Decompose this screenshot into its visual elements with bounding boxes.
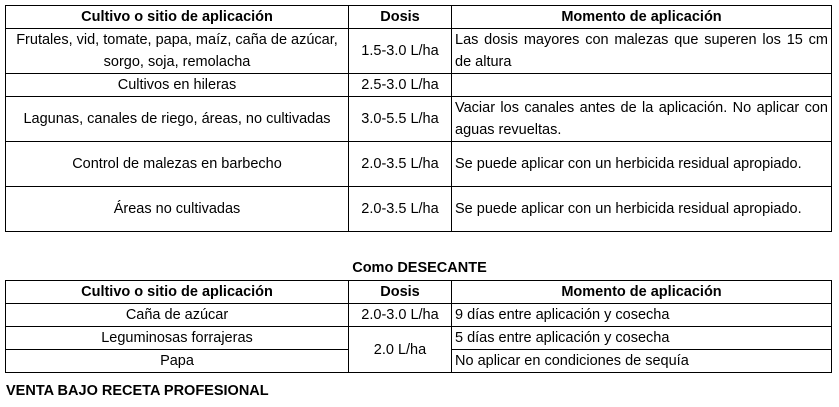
cell-crop: Cultivos en hileras bbox=[6, 74, 349, 97]
cell-timing: Se puede aplicar con un herbicida residual apropiado. bbox=[452, 142, 832, 187]
cell-dose: 2.0-3.5 L/ha bbox=[349, 142, 452, 187]
table-row bbox=[6, 187, 832, 232]
header-dose: Dosis bbox=[349, 6, 452, 29]
cell-timing: Se puede aplicar con un herbicida residual apropiado. bbox=[452, 187, 832, 232]
section-title-desiccant: Como DESECANTE bbox=[352, 260, 487, 276]
cell-timing: Las dosis mayores con malezas que superen los 15 cm de altura bbox=[452, 29, 832, 74]
herbicide-dosage-table bbox=[5, 5, 832, 232]
cell-crop: Frutales, vid, tomate, papa, maíz, caña de azúcar, sorgo, soja, remolacha bbox=[6, 29, 349, 74]
cell-dose: 2.0-3.5 L/ha bbox=[349, 187, 452, 232]
desiccant-dosage-table bbox=[5, 280, 832, 373]
table-header-row bbox=[6, 6, 832, 29]
cell-timing: No aplicar en condiciones de sequía bbox=[452, 350, 832, 373]
cell-timing: 9 días entre aplicación y cosecha bbox=[452, 304, 832, 327]
cell-crop: Lagunas, canales de riego, áreas, no cultivadas bbox=[6, 97, 349, 142]
cell-dose: 1.5-3.0 L/ha bbox=[349, 29, 452, 74]
header-crop: Cultivo o sitio de aplicación bbox=[6, 281, 349, 304]
table-row bbox=[6, 97, 832, 142]
table-row bbox=[6, 304, 832, 327]
table-row bbox=[6, 29, 832, 74]
cell-timing: Vaciar los canales antes de la aplicación. No aplicar con aguas revueltas. bbox=[452, 97, 832, 142]
table-header-row bbox=[6, 281, 832, 304]
cell-dose: 2.0 L/ha bbox=[349, 327, 452, 373]
footer-note: VENTA BAJO RECETA PROFESIONAL bbox=[6, 383, 269, 399]
table-row bbox=[6, 74, 832, 97]
header-dose: Dosis bbox=[349, 281, 452, 304]
cell-crop: Áreas no cultivadas bbox=[6, 187, 349, 232]
cell-crop: Leguminosas forrajeras bbox=[6, 327, 349, 350]
table-row bbox=[6, 327, 832, 350]
cell-crop: Papa bbox=[6, 350, 349, 373]
header-timing: Momento de aplicación bbox=[452, 281, 832, 304]
table-row bbox=[6, 142, 832, 187]
cell-dose: 2.5-3.0 L/ha bbox=[349, 74, 452, 97]
cell-timing bbox=[452, 74, 832, 97]
cell-dose: 2.0-3.0 L/ha bbox=[349, 304, 452, 327]
cell-crop: Control de malezas en barbecho bbox=[6, 142, 349, 187]
header-crop: Cultivo o sitio de aplicación bbox=[6, 6, 349, 29]
cell-crop: Caña de azúcar bbox=[6, 304, 349, 327]
cell-dose: 3.0-5.5 L/ha bbox=[349, 97, 452, 142]
header-timing: Momento de aplicación bbox=[452, 6, 832, 29]
cell-timing: 5 días entre aplicación y cosecha bbox=[452, 327, 832, 350]
